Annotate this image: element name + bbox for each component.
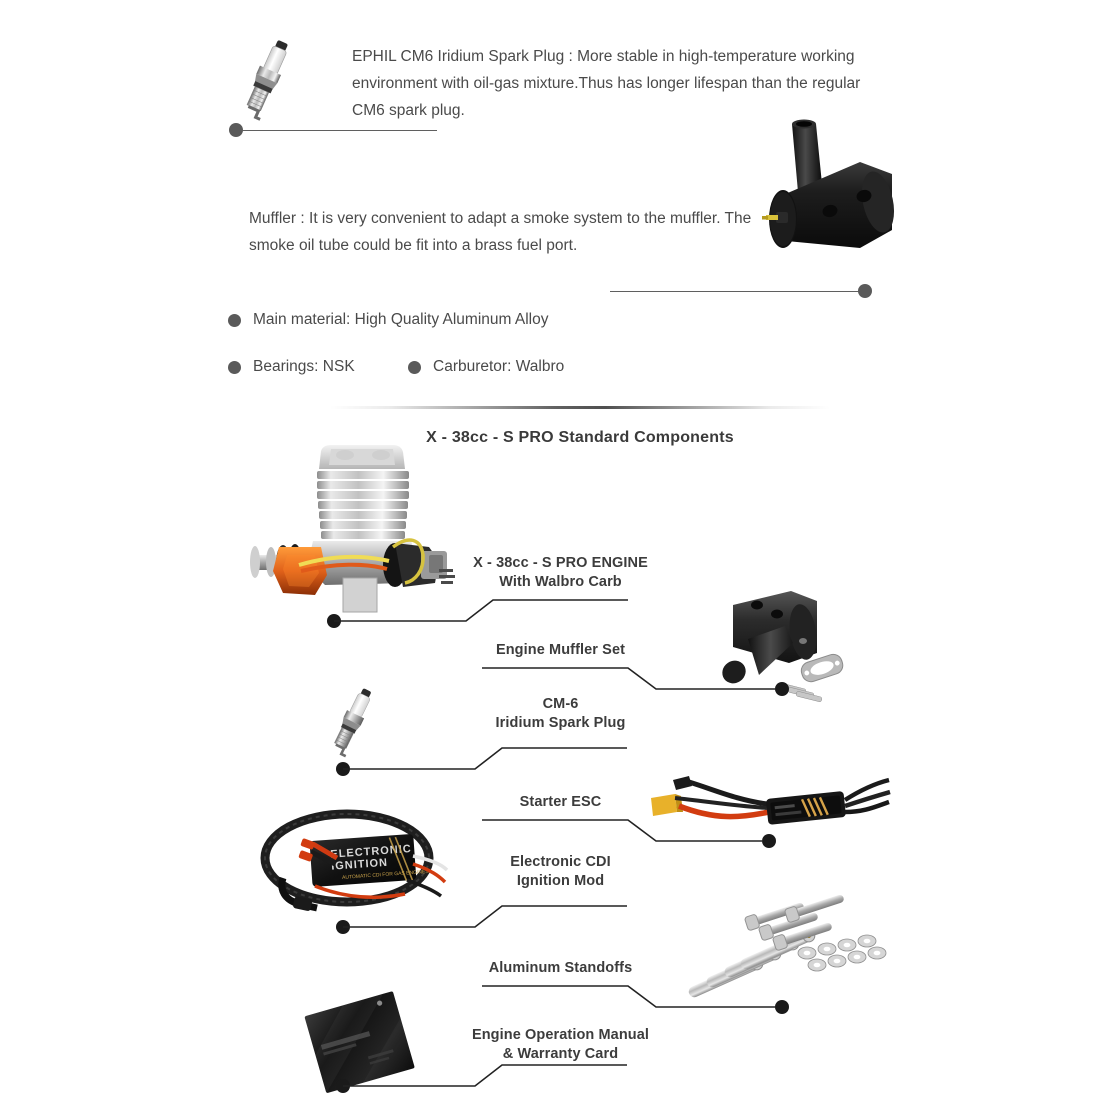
spec-label: Main material: High Quality Aluminum Alloy <box>253 311 549 328</box>
callout-manual <box>335 1055 655 1095</box>
component-label-line1: Aluminum Standoffs <box>488 960 633 976</box>
component-label-engine <box>453 554 668 592</box>
component-label-line2: Iridium Spark Plug <box>495 715 626 731</box>
callout-engine <box>326 590 646 630</box>
callout-spark-plug <box>335 738 655 778</box>
svg-text:IGNITION: IGNITION <box>330 856 389 873</box>
muffler-photo <box>752 112 910 287</box>
spec-label: Bearings: NSK <box>253 358 355 375</box>
svg-text:ELECTRONIC: ELECTRONIC <box>330 843 413 861</box>
spec-label: Carburetor: Walbro <box>433 358 565 375</box>
svg-text:AUTOMATIC CDI FOR GAS ENGINES: AUTOMATIC CDI FOR GAS ENGINES <box>341 868 429 881</box>
muffler-leader-dot <box>858 284 872 298</box>
component-label-cdi <box>453 853 668 891</box>
section-divider <box>330 406 830 409</box>
callout-cdi <box>335 896 655 936</box>
component-label-line1: Electronic CDI <box>510 854 611 870</box>
callout-standoffs <box>480 976 800 1016</box>
muffler-leader-line <box>610 291 860 293</box>
bullet-dot <box>408 361 421 374</box>
callout-muffler-set <box>480 658 800 698</box>
spark-plug-photo <box>228 36 312 124</box>
callout-starter-esc <box>480 810 800 850</box>
bullet-dot <box>228 314 241 327</box>
component-label-line1: Engine Operation Manual <box>471 1027 650 1043</box>
callout-dot <box>762 834 776 848</box>
spark-plug-description: EPHIL CM6 Iridium Spark Plug : More stable in high-temperature working environment with oil-gas mixture.Thus has longer lifespan than the regular CM6 spark plug. <box>352 48 861 119</box>
callout-dot <box>775 1000 789 1014</box>
component-label-line2: With Walbro Carb <box>499 574 622 590</box>
component-label-line1: Engine Muffler Set <box>495 642 626 658</box>
spec-item-carburetor <box>408 358 564 376</box>
muffler-description: Muffler : It is very convenient to adapt a smoke system to the muffler. The smoke oil tube could be fit into a brass fuel port. <box>249 210 752 254</box>
component-label-line1: Starter ESC <box>519 794 602 810</box>
callout-dot <box>775 682 789 696</box>
component-label-line1: X - 38cc - S PRO ENGINE <box>473 555 648 571</box>
spark-plug-leader-line <box>241 130 437 132</box>
component-label-line1: CM-6 <box>542 696 579 712</box>
bullet-dot <box>228 361 241 374</box>
component-label-spark-plug <box>453 695 668 733</box>
component-label-line2: & Warranty Card <box>502 1046 619 1062</box>
component-label-line2: Ignition Mod <box>516 873 605 889</box>
spec-item-main-material <box>228 311 548 329</box>
components-section-title: X - 38cc - S PRO Standard Components <box>426 429 734 446</box>
spec-item-bearings <box>228 358 355 376</box>
